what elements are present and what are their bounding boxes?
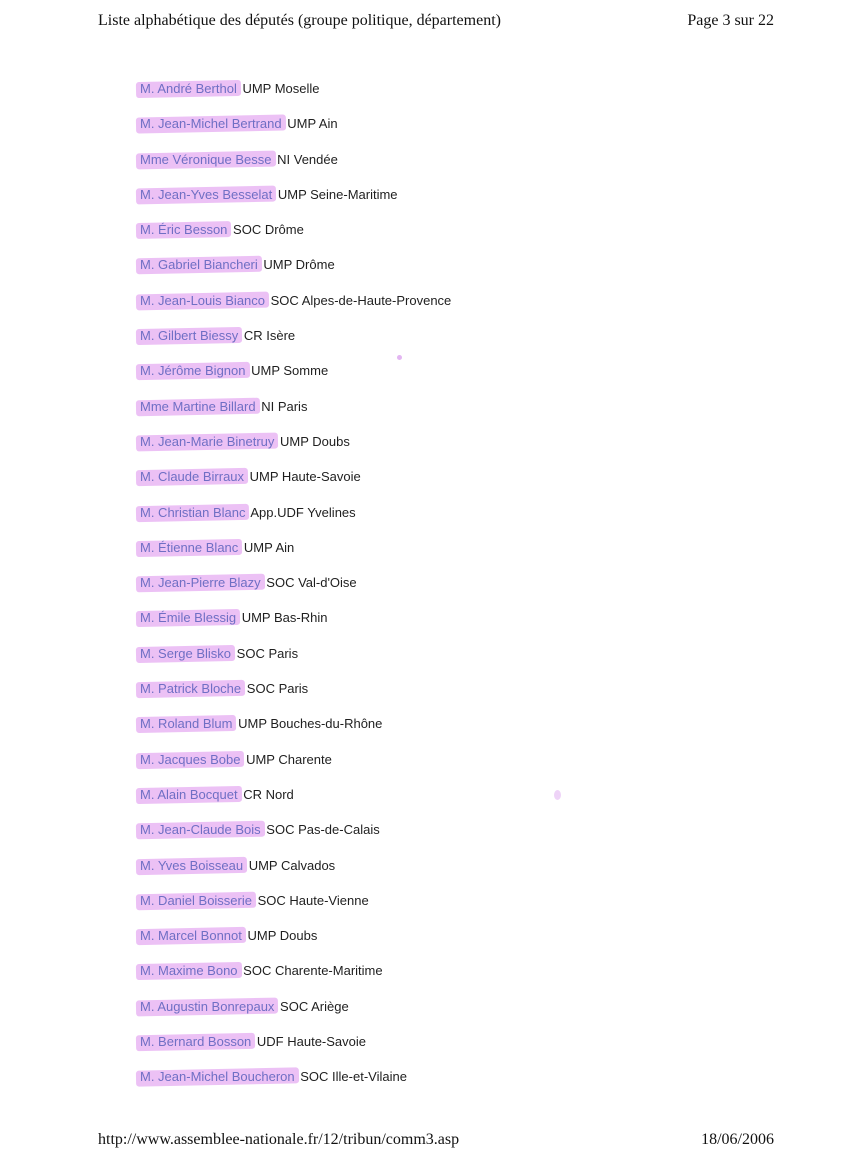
deputy-entry bbox=[140, 643, 451, 678]
deputy-group-department: UMP Haute-Savoie bbox=[249, 469, 361, 485]
deputy-name-highlighted: Mme Martine Billard bbox=[139, 396, 258, 417]
deputy-group-department: UMP Bouches-du-Rhône bbox=[238, 716, 383, 732]
deputy-group-department: SOC Ariège bbox=[280, 998, 349, 1014]
deputy-entry bbox=[140, 466, 451, 501]
deputy-name-highlighted: M. Jean-Michel Bertrand bbox=[139, 113, 284, 134]
deputy-entry bbox=[140, 749, 451, 784]
deputy-group-department: UMP Moselle bbox=[242, 81, 320, 96]
deputy-group-department: App.UDF Yvelines bbox=[250, 504, 356, 520]
deputy-entry bbox=[140, 784, 451, 819]
deputy-group-department: UDF Haute-Savoie bbox=[256, 1034, 367, 1050]
deputy-group-department: SOC Paris bbox=[236, 645, 299, 661]
deputy-name-highlighted: M. Jean-Claude Bois bbox=[139, 819, 263, 840]
deputy-entry bbox=[140, 1031, 451, 1066]
deputy-name-highlighted: M. Jean-Michel Boucheron bbox=[139, 1066, 297, 1087]
deputy-entry bbox=[140, 431, 451, 466]
deputy-group-department: UMP Somme bbox=[251, 363, 329, 379]
deputy-name-highlighted: M. Jean-Pierre Blazy bbox=[139, 572, 263, 593]
deputy-group-department: SOC Alpes-de-Haute-Provence bbox=[270, 292, 452, 308]
deputy-name-highlighted: M. Roland Blum bbox=[139, 713, 234, 734]
deputy-group-department: SOC Paris bbox=[246, 681, 309, 697]
deputy-group-department: UMP Ain bbox=[243, 539, 295, 555]
deputy-entry bbox=[140, 890, 451, 925]
deputy-entry bbox=[140, 78, 451, 113]
deputy-entry bbox=[140, 396, 451, 431]
deputy-name-highlighted: M. Jérôme Bignon bbox=[139, 360, 248, 381]
deputy-entry bbox=[140, 502, 451, 537]
deputy-group-department: UMP Doubs bbox=[280, 433, 350, 449]
highlighter-speck bbox=[554, 790, 561, 800]
deputy-group-department: SOC Haute-Vienne bbox=[257, 892, 369, 908]
deputy-group-department: NI Vendée bbox=[277, 151, 338, 167]
document-title: Liste alphabétique des députés (groupe politique, département) bbox=[98, 12, 501, 29]
deputy-group-department: SOC Val-d'Oise bbox=[266, 575, 357, 591]
deputy-entry bbox=[140, 290, 451, 325]
deputy-name-highlighted: M. Marcel Bonnot bbox=[139, 925, 244, 946]
page-number: Page 3 sur 22 bbox=[687, 12, 774, 29]
deputy-name-highlighted: M. Étienne Blanc bbox=[139, 537, 240, 558]
deputy-name-highlighted: M. Alain Bocquet bbox=[139, 784, 240, 805]
deputy-group-department: UMP Bas-Rhin bbox=[241, 610, 328, 626]
deputy-entry bbox=[140, 184, 451, 219]
deputy-entry bbox=[140, 219, 451, 254]
deputy-entry bbox=[140, 113, 451, 148]
deputy-entry bbox=[140, 925, 451, 960]
deputy-name-highlighted: M. Serge Blisko bbox=[139, 643, 233, 664]
deputy-name-highlighted: M. Jacques Bobe bbox=[139, 749, 242, 770]
deputy-entry bbox=[140, 996, 451, 1031]
deputy-group-department: UMP Seine-Maritime bbox=[277, 186, 398, 202]
deputy-group-department: UMP Ain bbox=[287, 116, 338, 132]
deputy-name-highlighted: M. Émile Blessig bbox=[139, 607, 238, 628]
deputy-name-highlighted: M. Jean-Yves Besselat bbox=[139, 184, 274, 205]
deputy-group-department: CR Nord bbox=[243, 786, 294, 802]
deputy-entry bbox=[140, 325, 451, 360]
deputy-entry bbox=[140, 1066, 451, 1101]
deputy-entry bbox=[140, 149, 451, 184]
deputy-group-department: SOC Pas-de-Calais bbox=[266, 822, 380, 838]
source-url: http://www.assemblee-nationale.fr/12/tribun/comm3.asp bbox=[98, 1131, 460, 1148]
deputy-name-highlighted: M. Christian Blanc bbox=[139, 502, 247, 523]
deputy-name-highlighted: M. Bernard Bosson bbox=[139, 1031, 253, 1052]
deputy-list bbox=[140, 78, 451, 1102]
deputy-entry bbox=[140, 855, 451, 890]
deputy-entry bbox=[140, 572, 451, 607]
deputy-group-department: NI Paris bbox=[261, 398, 308, 414]
deputy-entry bbox=[140, 607, 451, 642]
deputy-group-department: UMP Doubs bbox=[247, 928, 318, 944]
deputy-name-highlighted: M. Gabriel Biancheri bbox=[139, 254, 260, 275]
deputy-entry bbox=[140, 713, 451, 748]
deputy-group-department: UMP Charente bbox=[246, 751, 332, 767]
deputy-name-highlighted: M. Jean-Louis Bianco bbox=[139, 290, 267, 311]
deputy-group-department: UMP Calvados bbox=[248, 857, 336, 873]
deputy-name-highlighted: M. Daniel Boisserie bbox=[139, 890, 254, 911]
deputy-name-highlighted: M. Patrick Bloche bbox=[139, 678, 243, 699]
deputy-group-department: SOC Drôme bbox=[233, 222, 304, 238]
deputy-name-highlighted: M. Gilbert Biessy bbox=[139, 325, 240, 346]
deputy-entry bbox=[140, 960, 451, 995]
highlighter-speck bbox=[397, 355, 402, 360]
deputy-group-department: CR Isère bbox=[243, 328, 296, 344]
deputy-group-department: UMP Drôme bbox=[263, 257, 335, 273]
deputy-group-department: SOC Ille-et-Vilaine bbox=[300, 1069, 407, 1085]
deputy-name-highlighted: M. André Berthol bbox=[139, 78, 239, 99]
deputy-group-department: SOC Charente-Maritime bbox=[243, 963, 383, 979]
deputy-name-highlighted: Mme Véronique Besse bbox=[139, 149, 274, 170]
deputy-name-highlighted: M. Jean-Marie Binetruy bbox=[139, 431, 276, 452]
deputy-entry bbox=[140, 678, 451, 713]
deputy-entry bbox=[140, 819, 451, 854]
deputy-entry bbox=[140, 360, 451, 395]
deputy-name-highlighted: M. Yves Boisseau bbox=[139, 855, 245, 876]
print-date: 18/06/2006 bbox=[701, 1131, 774, 1148]
deputy-name-highlighted: M. Éric Besson bbox=[139, 219, 229, 240]
deputy-name-highlighted: M. Claude Birraux bbox=[139, 466, 246, 487]
deputy-entry bbox=[140, 537, 451, 572]
deputy-name-highlighted: M. Maxime Bono bbox=[139, 960, 240, 981]
deputy-entry bbox=[140, 254, 451, 289]
deputy-name-highlighted: M. Augustin Bonrepaux bbox=[139, 996, 276, 1017]
